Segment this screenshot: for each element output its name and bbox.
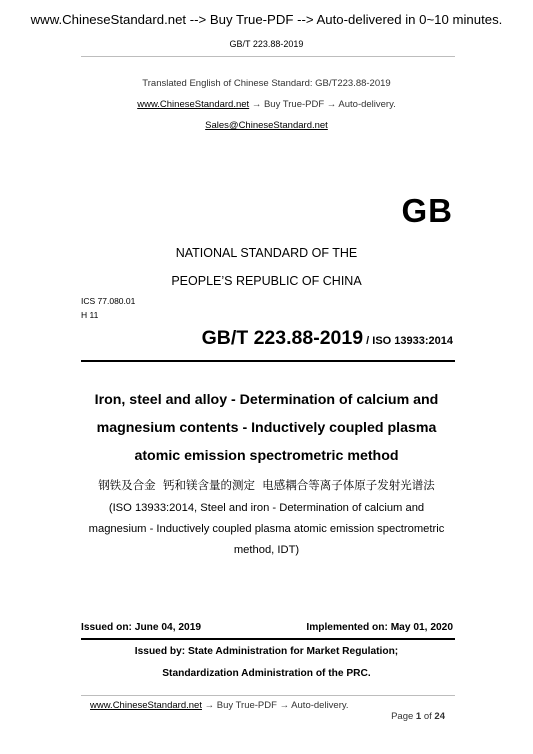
page-number: 1	[415, 711, 422, 722]
top-banner: www.ChineseStandard.net --> Buy True-PDF --> Auto-delivered in 0~10 minutes.	[30, 12, 503, 27]
national-standard-line1: NATIONAL STANDARD OF THE	[175, 246, 358, 260]
dates-rule	[81, 638, 455, 640]
issued-by-line1: Issued by: State Administration for Market Regulation;	[134, 646, 399, 657]
national-standard-line2: PEOPLE’S REPUBLIC OF CHINA	[171, 274, 362, 288]
of-label: of	[421, 711, 435, 722]
gb-logo: GB	[401, 192, 453, 229]
page-label: Page	[391, 711, 416, 722]
total-pages: 24	[434, 711, 445, 722]
site-link[interactable]: www.ChineseStandard.net	[137, 99, 250, 110]
header-code: GB/T 223.88-2019	[229, 39, 304, 49]
iso-note-line1: (ISO 13933:2014, Steel and iron - Determination of calcium and	[108, 502, 425, 514]
issued-on: Issued on: June 04, 2019	[81, 622, 202, 633]
title-cn: 钢铁及合金 钙和镁含量的测定 电感耦合等离子体原子发射光谱法	[98, 478, 435, 492]
page-indicator	[386, 700, 445, 722]
title-en-line3: atomic emission spectrometric method	[134, 448, 399, 464]
standard-number-line	[202, 327, 453, 350]
header-rule	[81, 56, 455, 57]
footer-rule	[81, 695, 455, 696]
footer-site-rest: → Buy True-PDF → Auto-delivery.	[201, 700, 349, 711]
iso-reference: / ISO 13933:2014	[363, 335, 453, 347]
title-rule	[81, 360, 455, 362]
footer-site-line	[90, 700, 349, 711]
ics-code: ICS 77.080.01	[81, 296, 136, 306]
email-line	[0, 120, 533, 131]
standard-number: GB/T 223.88-2019	[201, 327, 364, 349]
iso-note-line2: magnesium - Inductively coupled plasma atomic emission spectrometric	[88, 523, 445, 535]
implemented-on: Implemented on: May 01, 2020	[306, 622, 453, 633]
translation-line: Translated English of Chinese Standard: GB/T223.88-2019	[142, 78, 391, 89]
footer-site-link[interactable]: www.ChineseStandard.net	[90, 700, 202, 711]
issued-by-line2: Standardization Administration of the PRC.	[162, 668, 371, 679]
title-en-line1: Iron, steel and alloy - Determination of calcium and	[94, 392, 439, 408]
email-link[interactable]: Sales@ChineseStandard.net	[205, 120, 328, 131]
translation-link-line	[0, 99, 533, 110]
iso-note-line3: method, IDT)	[233, 544, 300, 556]
title-en-line2: magnesium contents - Inductively coupled plasma	[96, 420, 437, 436]
class-code: H 11	[81, 310, 99, 320]
site-link-rest: → Buy True-PDF → Auto-delivery.	[249, 99, 396, 110]
